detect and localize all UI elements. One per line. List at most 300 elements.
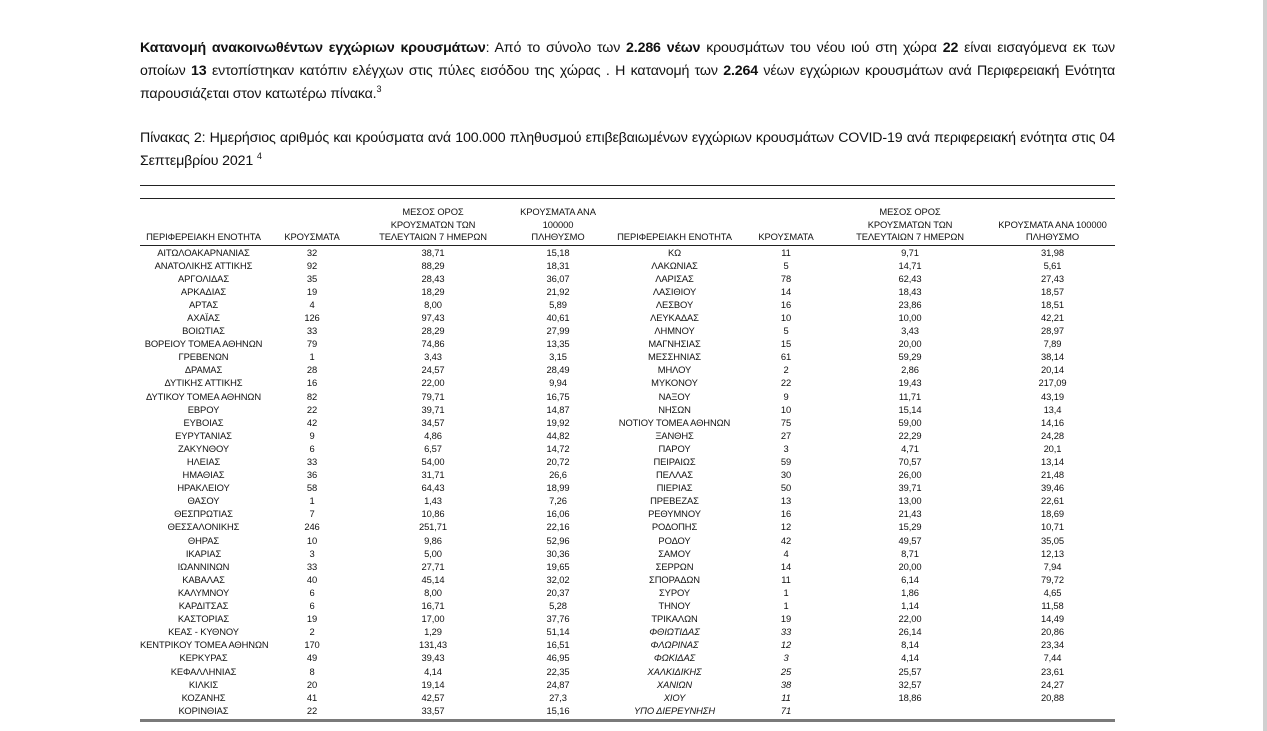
right-avg7-cell: 1,14: [901, 600, 919, 612]
header-avg-line3: ΤΕΛΕΥΤΑΙΩΝ 7 ΗΜΕΡΩΝ: [379, 231, 487, 242]
table-row: [140, 678, 1115, 691]
right-region-cell: ΛΑΚΩΝΙΑΣ: [651, 259, 698, 271]
left-avg7-cell: 8,00: [424, 586, 442, 598]
right-region-cell: ΠΕΙΡΑΙΩΣ: [653, 456, 696, 467]
left-region-cell: ΑΝΑΤΟΛΙΚΗΣ ΑΤΤΙΚΗΣ: [154, 259, 253, 271]
left-cases-cell: 6: [309, 600, 315, 612]
left-per100k-cell: 5,89: [549, 298, 567, 310]
right-per100k-cell: 38,14: [1041, 351, 1064, 363]
table-row: [140, 520, 1115, 533]
left-cases-cell: 58: [306, 482, 318, 494]
left-cases-cell: 40: [306, 573, 318, 585]
left-per100k-cell: 44,82: [546, 429, 570, 441]
right-region-cell: ΜΗΛΟΥ: [657, 364, 692, 376]
right-region-cell: ΝΑΞΟΥ: [658, 390, 691, 402]
table-row: [140, 259, 1115, 272]
vertical-scrollbar[interactable]: [1263, 0, 1267, 731]
right-cases-cell: 50: [780, 482, 792, 494]
left-region-cell: ΔΥΤΙΚΟΥ ΤΟΜΕΑ ΑΘΗΝΩΝ: [145, 390, 262, 402]
right-cases-cell: 5: [783, 325, 789, 337]
right-avg7-cell: 26,00: [898, 469, 922, 481]
right-per100k-cell: 23,61: [1041, 665, 1064, 677]
footnote-ref-4[interactable]: 4: [256, 151, 262, 161]
left-cases-cell: 7: [309, 508, 315, 520]
right-per100k-cell: 42,21: [1041, 311, 1064, 323]
left-avg7-cell: 79,71: [421, 390, 445, 402]
right-cases-cell: 27: [780, 429, 792, 441]
right-cases-cell: 9: [783, 390, 789, 402]
left-region-cell: ΘΗΡΑΣ: [187, 534, 220, 546]
left-avg7-cell: 17,00: [421, 613, 445, 625]
header-avg-line1: ΜΕΣΟΣ ΟΡΟΣ: [402, 206, 464, 217]
table-row: [140, 625, 1115, 638]
left-cases-cell: 32: [306, 246, 318, 258]
right-region-cell: ΣΠΟΡΑΔΩΝ: [649, 573, 700, 585]
header-cases-right: ΚΡΟΥΣΜΑΤΑ: [742, 206, 830, 245]
left-region-cell: ΑΧΑΪΑΣ: [187, 311, 220, 323]
left-per100k-cell: 9,94: [549, 377, 567, 389]
left-avg7-cell: 24,57: [421, 364, 445, 376]
left-region-cell: ΕΥΒΟΙΑΣ: [183, 416, 224, 428]
right-avg7-cell: 8,71: [901, 547, 919, 559]
right-cases-cell: 16: [780, 298, 792, 310]
paragraph-lead: Κατανομή ανακοινωθέντων εγχώριων κρουσμάτων: [140, 40, 486, 56]
table-row: [140, 691, 1115, 704]
right-cases-cell: 25: [780, 665, 792, 677]
left-per100k-cell: 24,87: [546, 678, 570, 690]
left-cases-cell: 42: [306, 416, 318, 428]
table-row: [140, 311, 1115, 324]
right-region-cell: ΣΑΜΟΥ: [658, 547, 691, 559]
domestic-cases: 2.264: [723, 63, 758, 79]
right-per100k-cell: 14,49: [1041, 613, 1064, 625]
right-region-cell: ΧΑΝΙΩΝ: [656, 678, 693, 690]
left-region-cell: ΑΙΤΩΛΟΑΚΑΡΝΑΝΙΑΣ: [157, 246, 250, 258]
right-avg7-cell: 1,86: [901, 586, 919, 598]
left-per100k-cell: 20,72: [546, 456, 570, 467]
left-avg7-cell: 3,43: [424, 351, 442, 363]
left-avg7-cell: 39,71: [421, 403, 445, 415]
right-region-cell: ΛΗΜΝΟΥ: [654, 325, 695, 337]
right-avg7-cell: [830, 704, 990, 717]
right-region-cell: ΧΙΟΥ: [663, 691, 686, 703]
left-cases-cell: 6: [309, 586, 315, 598]
left-cases-cell: 33: [306, 560, 318, 572]
left-avg7-cell: 1,29: [424, 626, 442, 638]
left-region-cell: ΗΡΑΚΛΕΙΟΥ: [177, 482, 230, 494]
right-avg7-cell: 39,71: [898, 482, 922, 494]
right-cases-cell: 38: [780, 678, 792, 690]
left-avg7-cell: 97,43: [421, 311, 445, 323]
table-row: [140, 376, 1115, 389]
right-region-cell: ΜΥΚΟΝΟΥ: [651, 377, 698, 389]
right-cases-cell: 78: [780, 272, 792, 284]
right-per100k-cell: 20,86: [1041, 626, 1064, 638]
left-avg7-cell: 42,57: [421, 691, 445, 703]
left-avg7-cell: 1,43: [424, 495, 442, 507]
right-region-cell: ΦΘΙΩΤΙΔΑΣ: [649, 626, 700, 638]
left-region-cell: ΚΕΡΚΥΡΑΣ: [179, 652, 228, 664]
right-region-cell: ΞΑΝΘΗΣ: [655, 429, 694, 441]
left-per100k-cell: 14,72: [546, 442, 570, 454]
left-cases-cell: 9: [309, 429, 315, 441]
right-per100k-cell: 20,1: [1043, 442, 1062, 454]
left-per100k-cell: 16,06: [546, 508, 570, 520]
left-per100k-cell: 28,49: [546, 364, 570, 376]
right-per100k-cell: 14,16: [1041, 416, 1064, 428]
right-per100k-cell: 18,51: [1041, 298, 1064, 310]
right-avg7-cell: 23,86: [898, 298, 922, 310]
right-region-cell: ΤΡΙΚΑΛΩΝ: [651, 613, 698, 625]
left-per100k-cell: 37,76: [546, 613, 570, 625]
right-avg7-cell: 11,71: [898, 390, 922, 402]
left-cases-cell: 22: [306, 704, 318, 716]
right-per100k-cell: 10,71: [1041, 521, 1064, 533]
left-avg7-cell: 5,00: [424, 547, 442, 559]
left-cases-cell: 1: [309, 351, 315, 363]
left-cases-cell: 4: [309, 298, 315, 310]
table-row: [140, 272, 1115, 285]
left-avg7-cell: 27,71: [421, 560, 445, 572]
right-region-cell: ΜΑΓΝΗΣΙΑΣ: [648, 338, 701, 350]
left-cases-cell: 16: [306, 377, 318, 389]
left-per100k-cell: 46,95: [546, 652, 570, 664]
left-per100k-cell: 22,16: [546, 521, 570, 533]
right-per100k-cell: 43,19: [1041, 390, 1064, 402]
left-region-cell: ΑΡΓΟΛΙΔΑΣ: [177, 272, 230, 284]
paragraph-text-1: : Από το σύνολο των: [485, 40, 627, 56]
right-region-cell: ΡΟΔΟΥ: [658, 534, 691, 546]
right-cases-cell: 59: [780, 456, 792, 467]
left-per100k-cell: 13,35: [546, 338, 570, 350]
paragraph-text-5: νέων εγχώριων κρουσμάτων ανά Περιφερειακή Ενότητα παρουσιάζεται στον κατωτέρω πίνακα.: [140, 63, 1115, 102]
left-region-cell: ΘΕΣΣΑΛΟΝΙΚΗΣ: [167, 521, 240, 533]
table-row: [140, 638, 1115, 651]
right-cases-cell: 1: [783, 600, 789, 612]
right-per100k-cell: 18,57: [1041, 285, 1064, 297]
right-region-cell: ΡΟΔΟΠΗΣ: [651, 521, 698, 533]
right-region-cell: ΛΕΥΚΑΔΑΣ: [650, 311, 699, 323]
left-region-cell: ΑΡΤΑΣ: [188, 298, 219, 310]
left-region-cell: ΔΡΑΜΑΣ: [184, 364, 223, 376]
header-avg-line1: ΜΕΣΟΣ ΟΡΟΣ: [879, 206, 941, 217]
left-region-cell: ΘΕΣΠΡΩΤΙΑΣ: [174, 508, 233, 520]
right-avg7-cell: 59,00: [898, 416, 922, 428]
left-region-cell: ΗΜΑΘΙΑΣ: [182, 469, 225, 481]
right-avg7-cell: 20,00: [898, 560, 922, 572]
left-avg7-cell: 28,43: [421, 272, 445, 284]
right-region-cell: ΛΑΡΙΣΑΣ: [655, 272, 694, 284]
left-region-cell: ΚΙΛΚΙΣ: [188, 678, 219, 690]
left-avg7-cell: 4,14: [424, 665, 442, 677]
left-region-cell: ΑΡΚΑΔΙΑΣ: [180, 285, 227, 297]
left-cases-cell: 246: [304, 521, 320, 533]
header-region-left: ΠΕΡΙΦΕΡΕΙΑΚΗ ΕΝΟΤΗΤΑ: [140, 206, 267, 245]
covid-cases-table: [140, 206, 1115, 717]
right-per100k-cell: 23,34: [1041, 639, 1064, 651]
table-top-rule: [140, 185, 1115, 186]
imported-cases: 22: [942, 40, 959, 56]
right-cases-cell: 2: [783, 364, 789, 376]
header-per-line2: ΠΛΗΘΥΣΜΟ: [1025, 231, 1080, 242]
right-region-cell: ΠΑΡΟΥ: [658, 442, 691, 454]
left-avg7-cell: 22,00: [421, 377, 445, 389]
left-avg7-cell: 45,14: [421, 573, 445, 585]
header-cases-left: ΚΡΟΥΣΜΑΤΑ: [267, 206, 357, 245]
right-per100k-cell: 22,61: [1041, 495, 1064, 507]
table-row: [140, 245, 1115, 259]
caption-text: Πίνακας 2: Ημερήσιος αριθμός και κρούσματα ανά 100.000 πληθυσμού επιβεβαιωμένων εγχώριων κρουσμάτων COVID-19 ανά περιφερειακή ενότητα στις 04 Σεπτεμβρίου 2021: [140, 130, 1115, 169]
right-region-cell: ΧΑΛΚΙΔΙΚΗΣ: [647, 665, 702, 677]
left-region-cell: ΖΑΚΥΝΘΟΥ: [178, 442, 229, 454]
right-per100k-cell: 12,13: [1041, 547, 1064, 559]
right-avg7-cell: 10,00: [898, 311, 922, 323]
right-avg7-cell: 13,00: [898, 495, 922, 507]
left-avg7-cell: 19,14: [421, 678, 445, 690]
left-per100k-cell: 27,3: [549, 691, 567, 703]
right-cases-cell: 10: [780, 311, 792, 323]
right-cases-cell: 4: [783, 547, 789, 559]
right-per100k-cell: 24,27: [1041, 678, 1064, 690]
left-region-cell: ΚΟΡΙΝΘΙΑΣ: [178, 704, 229, 716]
table-row: [140, 455, 1115, 468]
header-per-line1: ΚΡΟΥΣΜΑΤΑ ΑΝΑ 100000: [998, 218, 1107, 230]
table-row: [140, 363, 1115, 376]
left-region-cell: ΘΑΣΟΥ: [187, 495, 220, 507]
right-region-cell: ΛΕΣΒΟΥ: [655, 298, 694, 310]
left-per100k-cell: 51,14: [546, 626, 570, 638]
right-per100k-cell: 4,65: [1043, 586, 1062, 598]
left-per100k-cell: 32,02: [546, 573, 570, 585]
left-per100k-cell: 19,65: [546, 560, 570, 572]
left-cases-cell: 28: [306, 364, 318, 376]
right-region-cell: ΝΟΤΙΟΥ ΤΟΜΕΑ ΑΘΗΝΩΝ: [618, 416, 731, 428]
table-row: [140, 507, 1115, 520]
left-cases-cell: 170: [304, 639, 320, 651]
left-region-cell: ΚΕΦΑΛΛΗΝΙΑΣ: [170, 665, 237, 677]
left-region-cell: ΔΥΤΙΚΗΣ ΑΤΤΙΚΗΣ: [164, 377, 243, 389]
table-row: [140, 586, 1115, 599]
right-avg7-cell: 70,57: [898, 456, 922, 467]
left-region-cell: ΚΑΣΤΟΡΙΑΣ: [177, 613, 230, 625]
right-cases-cell: 11: [781, 573, 791, 585]
right-region-cell: ΠΡΕΒΕΖΑΣ: [650, 495, 699, 507]
right-avg7-cell: 20,00: [898, 338, 922, 350]
right-per100k-cell: 7,89: [1043, 338, 1062, 350]
header-per100k-right: [990, 206, 1115, 245]
left-avg7-cell: 74,86: [421, 338, 445, 350]
right-avg7-cell: 14,71: [898, 259, 922, 271]
left-avg7-cell: 18,29: [421, 285, 445, 297]
header-avg-line2: ΚΡΟΥΣΜΑΤΩΝ ΤΩΝ: [867, 218, 953, 230]
right-cases-cell: 33: [780, 626, 792, 638]
right-region-cell: ΚΩ: [667, 246, 682, 258]
right-per100k-cell: 20,88: [1041, 691, 1064, 703]
right-avg7-cell: 32,57: [898, 678, 922, 690]
right-per100k-cell: 13,4: [1043, 403, 1062, 415]
right-avg7-cell: 25,57: [898, 665, 922, 677]
left-region-cell: ΕΒΡΟΥ: [187, 403, 220, 415]
left-per100k-cell: 26,6: [549, 469, 567, 481]
left-avg7-cell: 38,71: [421, 246, 445, 258]
right-cases-cell: 15: [780, 338, 792, 350]
right-avg7-cell: 6,14: [901, 573, 919, 585]
left-region-cell: ΚΑΡΔΙΤΣΑΣ: [178, 600, 229, 612]
right-avg7-cell: 4,14: [901, 652, 919, 664]
footnote-ref-3[interactable]: 3: [376, 84, 382, 94]
left-per100k-cell: 18,31: [546, 259, 570, 271]
left-cases-cell: 6: [309, 442, 315, 454]
table-row: [140, 481, 1115, 494]
right-per100k-cell: 7,44: [1043, 652, 1062, 664]
table-row: [140, 324, 1115, 337]
right-avg7-cell: 21,43: [898, 508, 922, 520]
table-row: [140, 298, 1115, 311]
right-per100k-cell: 21,48: [1041, 469, 1064, 481]
left-per100k-cell: 15,18: [546, 246, 570, 258]
right-per100k-cell: 39,46: [1041, 482, 1064, 494]
left-region-cell: ΚΑΛΥΜΝΟΥ: [177, 586, 230, 598]
right-avg7-cell: 8,14: [901, 639, 919, 651]
right-cases-cell: 75: [780, 416, 792, 428]
right-per100k-cell: 28,97: [1041, 325, 1064, 337]
total-new-cases: 2.286 νέων: [626, 40, 701, 56]
left-region-cell: ΚΟΖΑΝΗΣ: [181, 691, 226, 703]
right-region-cell: ΜΕΣΣΗΝΙΑΣ: [648, 351, 701, 363]
right-cases-cell: 3: [783, 652, 789, 664]
right-cases-cell: 14: [780, 560, 792, 572]
left-region-cell: ΒΟΡΕΙΟΥ ΤΟΜΕΑ ΑΘΗΝΩΝ: [144, 338, 263, 350]
right-per100k-cell: 24,28: [1041, 429, 1064, 441]
left-per100k-cell: 5,28: [549, 600, 567, 612]
left-per100k-cell: 18,99: [546, 482, 570, 494]
right-per100k-cell: 31,98: [1041, 246, 1064, 258]
table-row: [140, 599, 1115, 612]
left-region-cell: ΚΕΝΤΡΙΚΟΥ ΤΟΜΕΑ ΑΘΗΝΩΝ: [140, 639, 269, 651]
left-per100k-cell: 20,37: [546, 586, 570, 598]
left-cases-cell: 19: [306, 613, 318, 625]
right-region-cell: ΛΑΣΙΘΙΟΥ: [652, 285, 697, 297]
left-region-cell: ΚΑΒΑΛΑΣ: [182, 573, 225, 585]
left-cases-cell: 8: [309, 665, 315, 677]
table-row: [140, 547, 1115, 560]
left-per100k-cell: 22,35: [546, 665, 570, 677]
left-cases-cell: 82: [306, 390, 318, 402]
right-cases-cell: 16: [780, 508, 792, 520]
table-row: [140, 390, 1115, 403]
left-avg7-cell: 33,57: [421, 704, 445, 716]
left-per100k-cell: 15,16: [546, 704, 570, 716]
left-region-cell: ΒΟΙΩΤΙΑΣ: [182, 325, 225, 337]
left-avg7-cell: 251,71: [418, 521, 448, 533]
left-avg7-cell: 6,57: [424, 442, 442, 454]
right-region-cell: ΝΗΣΩΝ: [658, 403, 691, 415]
right-cases-cell: 61: [780, 351, 792, 363]
right-avg7-cell: 2,86: [901, 364, 919, 376]
border-detected-cases: 13: [191, 63, 207, 79]
table-row: [140, 285, 1115, 298]
right-avg7-cell: 18,43: [898, 285, 922, 297]
right-avg7-cell: 62,43: [898, 272, 922, 284]
right-avg7-cell: 22,00: [898, 613, 922, 625]
table-row: [140, 704, 1115, 717]
right-cases-cell: 19: [780, 613, 792, 625]
paragraph-text-2: κρουσμάτων του νέου ιού στη χώρα: [700, 40, 943, 56]
left-per100k-cell: 7,26: [549, 495, 567, 507]
right-cases-cell: 30: [780, 469, 792, 481]
left-cases-cell: 126: [304, 311, 320, 323]
left-avg7-cell: 16,71: [421, 600, 445, 612]
right-region-cell: ΣΕΡΡΩΝ: [655, 560, 694, 572]
left-avg7-cell: 8,00: [424, 298, 442, 310]
left-per100k-cell: 52,96: [546, 534, 570, 546]
table-bottom-rule: [140, 719, 1115, 722]
right-per100k-cell: 79,72: [1041, 573, 1064, 585]
table-row: [140, 651, 1115, 664]
right-avg7-cell: 3,43: [901, 325, 919, 337]
header-avg-line3: ΤΕΛΕΥΤΑΙΩΝ 7 ΗΜΕΡΩΝ: [856, 231, 964, 242]
right-avg7-cell: 15,29: [898, 521, 922, 533]
left-region-cell: ΕΥΡΥΤΑΝΙΑΣ: [175, 429, 232, 441]
right-per100k-cell: 5,61: [1043, 259, 1062, 271]
left-avg7-cell: 39,43: [421, 652, 445, 664]
left-avg7-cell: 4,86: [424, 429, 442, 441]
table-row: [140, 612, 1115, 625]
right-cases-cell: 3: [783, 442, 789, 454]
right-per100k-cell: 20,14: [1041, 364, 1064, 376]
right-avg7-cell: 19,43: [898, 377, 922, 389]
left-avg7-cell: 9,86: [424, 534, 442, 546]
table-row: [140, 429, 1115, 442]
right-avg7-cell: 49,57: [898, 534, 922, 546]
header-region-right: ΠΕΡΙΦΕΡΕΙΑΚΗ ΕΝΟΤΗΤΑ: [607, 206, 742, 245]
right-region-cell: ΣΥΡΟΥ: [658, 586, 691, 598]
right-avg7-cell: 59,29: [898, 351, 922, 363]
header-avg7-left: [357, 206, 509, 245]
left-avg7-cell: 88,29: [421, 259, 445, 271]
left-region-cell: ΓΡΕΒΕΝΩΝ: [178, 351, 229, 363]
right-per100k-cell: 27,43: [1041, 272, 1064, 284]
left-region-cell: ΙΚΑΡΙΑΣ: [185, 547, 222, 559]
header-per100k-left: [509, 206, 607, 245]
right-cases-cell: 71: [780, 704, 792, 716]
left-per100k-cell: 3,15: [549, 351, 567, 363]
left-cases-cell: 10: [306, 534, 318, 546]
left-cases-cell: 2: [309, 626, 315, 638]
right-region-cell: ΡΕΘΥΜΝΟΥ: [648, 508, 701, 520]
table-row: [140, 534, 1115, 547]
left-avg7-cell: 31,71: [421, 469, 445, 481]
left-cases-cell: 3: [309, 547, 315, 559]
table-row: [140, 337, 1115, 350]
left-region-cell: ΙΩΑΝΝΙΝΩΝ: [177, 560, 230, 572]
table-top-rule-2: [140, 198, 1115, 199]
table-row: [140, 416, 1115, 429]
right-region-cell: ΥΠΟ ΔΙΕΡΕΥΝΗΣΗ: [633, 704, 716, 716]
table-row: [140, 403, 1115, 416]
right-cases-cell: 42: [780, 534, 792, 546]
left-cases-cell: 33: [306, 325, 318, 337]
left-per100k-cell: 16,51: [546, 639, 570, 651]
left-cases-cell: 22: [306, 403, 318, 415]
right-cases-cell: 5: [783, 259, 789, 271]
right-per100k-cell: 217,09: [1038, 377, 1067, 389]
table-caption: [140, 127, 1115, 173]
left-cases-cell: 35: [306, 272, 318, 284]
left-per100k-cell: 14,87: [546, 403, 570, 415]
left-per100k-cell: 21,92: [546, 285, 570, 297]
left-avg7-cell: 131,43: [418, 639, 448, 651]
